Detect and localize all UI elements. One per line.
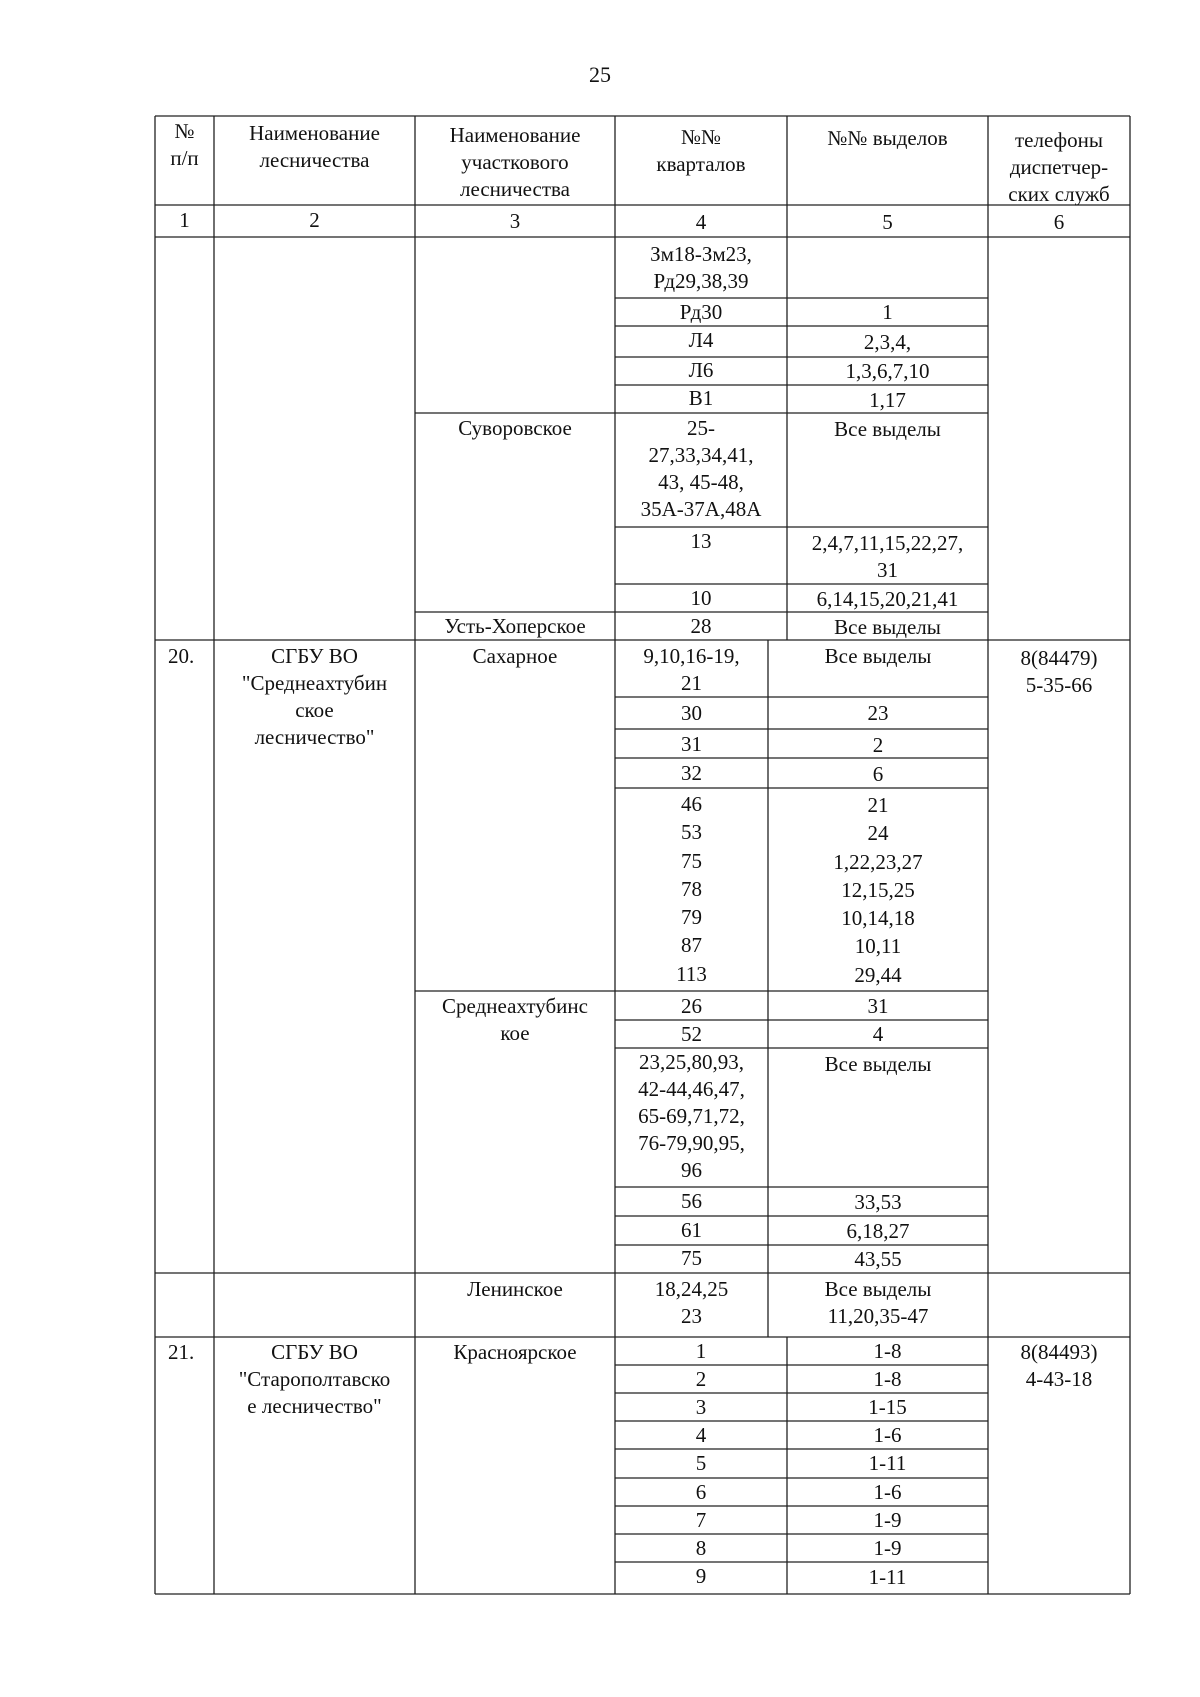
col-number: 5 xyxy=(882,210,893,234)
quarter-cell: 3 xyxy=(695,1395,707,1419)
col-number: 6 xyxy=(1053,210,1065,234)
forestry-name: СГБУ ВО "Среднеахтубин ское лесничество" xyxy=(241,644,388,749)
plot-cell: Все выделы xyxy=(834,417,941,441)
plot-cell: 21 24 1,22,23,27 12,15,25 10,14,18 10,11 29,44 xyxy=(833,793,923,987)
plot-cell: Все выделы xyxy=(824,644,932,668)
col-number: 1 xyxy=(179,208,190,232)
quarter-cell: В1 xyxy=(688,386,714,410)
quarter-cell: 31 xyxy=(681,732,702,756)
quarter-cell: 28 xyxy=(690,614,712,638)
plot-cell: 1-8 xyxy=(873,1367,902,1391)
dispatch-phone: 8(84493) 4-43-18 xyxy=(1020,1340,1098,1391)
quarter-cell: 9 xyxy=(695,1564,707,1588)
quarter-cell: 7 xyxy=(695,1508,707,1532)
plot-cell: 4 xyxy=(872,1022,884,1046)
plot-cell: 1 xyxy=(882,300,893,324)
plot-cell: 31 xyxy=(867,994,889,1018)
plot-cell: 1-6 xyxy=(873,1423,902,1447)
district-sredneakhtubinskoe: Среднеахтубинс кое xyxy=(442,994,588,1045)
quarter-cell: 32 xyxy=(681,761,702,785)
page-number: 25 xyxy=(589,62,611,87)
col-number: 3 xyxy=(509,209,521,233)
quarter-cell: Рд30 xyxy=(679,300,723,324)
quarter-cell: Л6 xyxy=(688,358,714,382)
quarter-cell: 46 53 75 78 79 87 113 xyxy=(676,792,707,986)
row-number: 21. xyxy=(168,1340,195,1364)
quarter-cell: 56 xyxy=(681,1189,702,1213)
quarter-cell: 18,24,25 23 xyxy=(654,1277,729,1328)
plot-cell: 23 xyxy=(867,701,889,725)
header-forestry: Наименование лесничества xyxy=(249,121,380,172)
header-quarters: №№ кварталов xyxy=(656,125,746,176)
plot-cell: 1-15 xyxy=(868,1395,907,1419)
district-ust-khoperskoe: Усть-Хоперское xyxy=(444,614,586,638)
plot-cell: 1-9 xyxy=(873,1536,902,1560)
quarter-cell: 9,10,16-19, 21 xyxy=(643,644,740,695)
plot-cell: Все выделы xyxy=(834,615,941,639)
dispatch-phone: 8(84479) 5-35-66 xyxy=(1020,646,1098,697)
plot-cell: 2,4,7,11,15,22,27, 31 xyxy=(811,531,964,582)
header-phones: телефоны диспетчер- ских служб xyxy=(1008,128,1110,206)
plot-cell: 43,55 xyxy=(854,1247,902,1271)
quarter-cell: 4 xyxy=(695,1423,707,1447)
plot-cell: 2 xyxy=(872,733,884,757)
header-district: Наименование участкового лесничества xyxy=(449,123,581,201)
quarter-cell: 61 xyxy=(681,1218,702,1242)
plot-cell: 6,14,15,20,21,41 xyxy=(816,587,959,611)
plot-cell: 1-11 xyxy=(868,1451,907,1475)
district-leninskoe: Ленинское xyxy=(467,1277,563,1301)
quarter-cell: 13 xyxy=(690,529,712,553)
plot-cell: 1-6 xyxy=(873,1480,902,1504)
plot-cell: 1-11 xyxy=(868,1565,907,1589)
col-number: 2 xyxy=(309,208,320,232)
plot-cell: 1,17 xyxy=(869,388,906,412)
quarter-cell: 8 xyxy=(695,1536,707,1560)
col-number: 4 xyxy=(695,210,707,234)
header-plots: №№ выделов xyxy=(827,126,948,150)
quarter-cell: 52 xyxy=(681,1022,702,1046)
quarter-cell: 1 xyxy=(695,1339,707,1363)
plot-cell: 33,53 xyxy=(854,1190,902,1214)
quarter-cell: Л4 xyxy=(688,328,714,352)
quarter-cell: 75 xyxy=(681,1246,702,1270)
quarter-cell: 2 xyxy=(695,1367,707,1391)
plot-cell: 1,3,6,7,10 xyxy=(845,359,930,383)
quarter-cell: 6 xyxy=(695,1480,707,1504)
row-number: 20. xyxy=(168,644,195,668)
plot-cell: 6,18,27 xyxy=(846,1219,910,1243)
quarter-cell: 5 xyxy=(695,1451,707,1475)
quarter-cell: 23,25,80,93, 42-44,46,47, 65-69,71,72, 76-79,90,95, 96 xyxy=(638,1050,745,1182)
plot-cell: 1-8 xyxy=(873,1339,902,1363)
district-sakharnoe: Сахарное xyxy=(472,644,558,668)
plot-cell: 1-9 xyxy=(873,1508,902,1532)
quarter-cell: 26 xyxy=(681,994,702,1018)
plot-cell: Все выделы xyxy=(824,1052,932,1076)
plot-cell: Все выделы 11,20,35-47 xyxy=(824,1277,932,1328)
quarter-cell: 25- 27,33,34,41, 43, 45-48, 35А-37А,48А xyxy=(640,416,762,521)
quarter-cell: Зм18-Зм23, Рд29,38,39 xyxy=(650,242,752,293)
header-num: № п/п xyxy=(170,119,199,170)
district-krasnoyarskoe: Красноярское xyxy=(453,1340,577,1364)
plot-cell: 2,3,4, xyxy=(863,330,912,354)
quarter-cell: 30 xyxy=(681,701,702,725)
plot-cell: 6 xyxy=(872,762,884,786)
district-suvorovskoe: Суворовское xyxy=(458,416,572,440)
quarter-cell: 10 xyxy=(690,586,712,610)
forestry-name: СГБУ ВО "Старополтавско е лесничество" xyxy=(238,1340,391,1418)
